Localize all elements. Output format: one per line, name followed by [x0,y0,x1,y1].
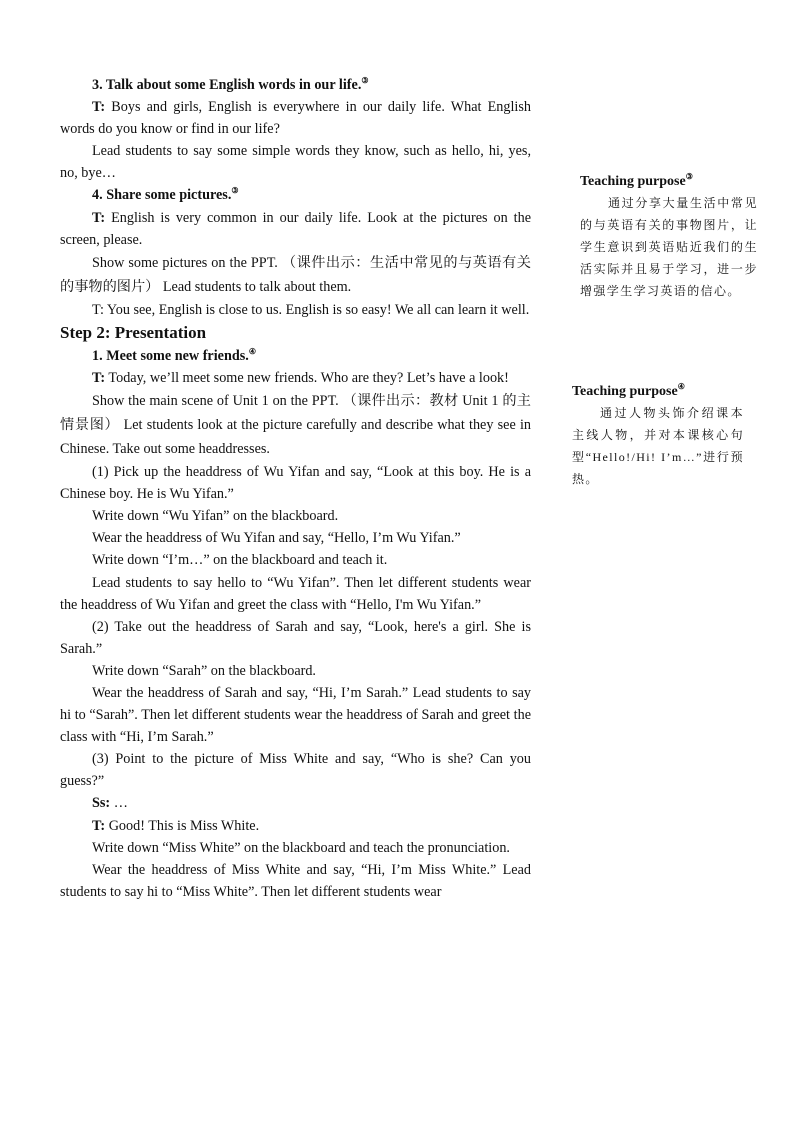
paragraph: Lead students to say hello to “Wu Yifan”. Then let different students wear the headdress of Wu Yifan and greet the class with “Hello, I'm Wu Yifan.” [60,574,531,613]
speech-text: … [110,795,128,812]
heading-text: 4. Share some pictures. [92,187,232,204]
paragraph: Wear the headdress of Wu Yifan and say, “Hello, I’m Wu Yifan.” [92,530,461,547]
paragraph: Wear the headdress of Miss White and say, “Hi, I’m Miss White.” Lead students to say hi to “Miss White”. Then let different students wear [60,861,531,900]
paragraph: Write down “I’m…” on the blackboard and teach it. [92,552,388,569]
paragraph [60,367,531,389]
section-heading [60,345,531,367]
speech-text: Today, we’ll meet some new friends. Who are they? Let’s have a look! [105,369,509,386]
speaker-label: T: [92,369,106,386]
teaching-purpose-note [572,382,744,490]
paragraph: Wear the headdress of Sarah and say, “Hi, I’m Sarah.” Lead students to say hi to “Sarah”. Then let different students wear the headdress of Sarah and greet the class with “Hi, I’m Sarah.” [60,684,531,746]
speaker-label: T: [92,99,106,116]
paragraph [60,207,531,251]
note-title: Teaching purpose③ [580,172,693,189]
footnote-mark: ③ [231,186,239,196]
lesson-main-column [60,74,531,903]
paragraph [60,815,531,837]
speech-text: Good! This is Miss White. [105,817,260,834]
heading-text: 3. Talk about some English words in our life. [92,77,362,93]
paragraph: Lead students to say some simple words they know, such as hello, hi, yes, no, bye… [60,143,531,182]
section-heading [60,184,531,206]
teaching-purpose-note [580,172,758,302]
section-heading [60,74,531,96]
footnote-mark: ④ [248,346,256,356]
note-title: Teaching purpose④ [572,382,685,399]
speech-text: Boys and girls, English is everywhere in our daily life. What English words do you know or find in our life? [60,99,531,138]
footnote-mark: ③ [361,76,369,85]
paragraph [60,96,531,140]
paragraph [60,792,531,814]
paragraph: Write down “Sarah” on the blackboard. [92,662,316,679]
paragraph: Write down “Wu Yifan” on the blackboard. [92,508,339,525]
speaker-label: Ss: [92,795,111,812]
note-text: 通过分享大量生活中常见的与英语有关的事物图片，让学生意识到英语贴近我们的生活实际并且易于学习，进一步增强学生学习英语的信心。 [580,196,758,298]
paragraph: T: You see, English is close to us. English is so easy! We all can learn it well. [92,301,530,318]
paragraph: Show some pictures on the PPT. （课件出示：生活中常见的与英语有关的事物的图片） Lead students to talk about them. [60,254,531,295]
paragraph: (1) Pick up the headdress of Wu Yifan and say, “Look at this boy. He is a Chinese boy. He is Wu Yifan.” [60,464,531,503]
footnote-mark: ③ [685,172,693,181]
step-heading: Step 2: Presentation [60,322,207,342]
paragraph: (2) Take out the headdress of Sarah and say, “Look, here's a girl. She is Sarah.” [60,618,531,657]
speaker-label: T: [92,209,106,226]
heading-text: 1. Meet some new friends. [92,347,249,364]
speaker-label: T: [92,817,106,834]
paragraph: Write down “Miss White” on the blackboard and teach the pronunciation. [92,839,510,856]
paragraph: Show the main scene of Unit 1 on the PPT. （课件出示：教材 Unit 1 的主情景图） Let students look at the picture carefully and describe what they see in Chinese. Take out some headdresses. [60,393,531,458]
paragraph: (3) Point to the picture of Miss White and say, “Who is she? Can you guess?” [60,751,531,790]
note-text: 通过人物头饰介绍课本主线人物，并对本课核心句型“Hello!/Hi! I’m…”进行预热。 [572,406,744,486]
speech-text: English is very common in our daily life. Look at the pictures on the screen, please. [60,209,531,248]
footnote-mark: ④ [677,382,685,391]
